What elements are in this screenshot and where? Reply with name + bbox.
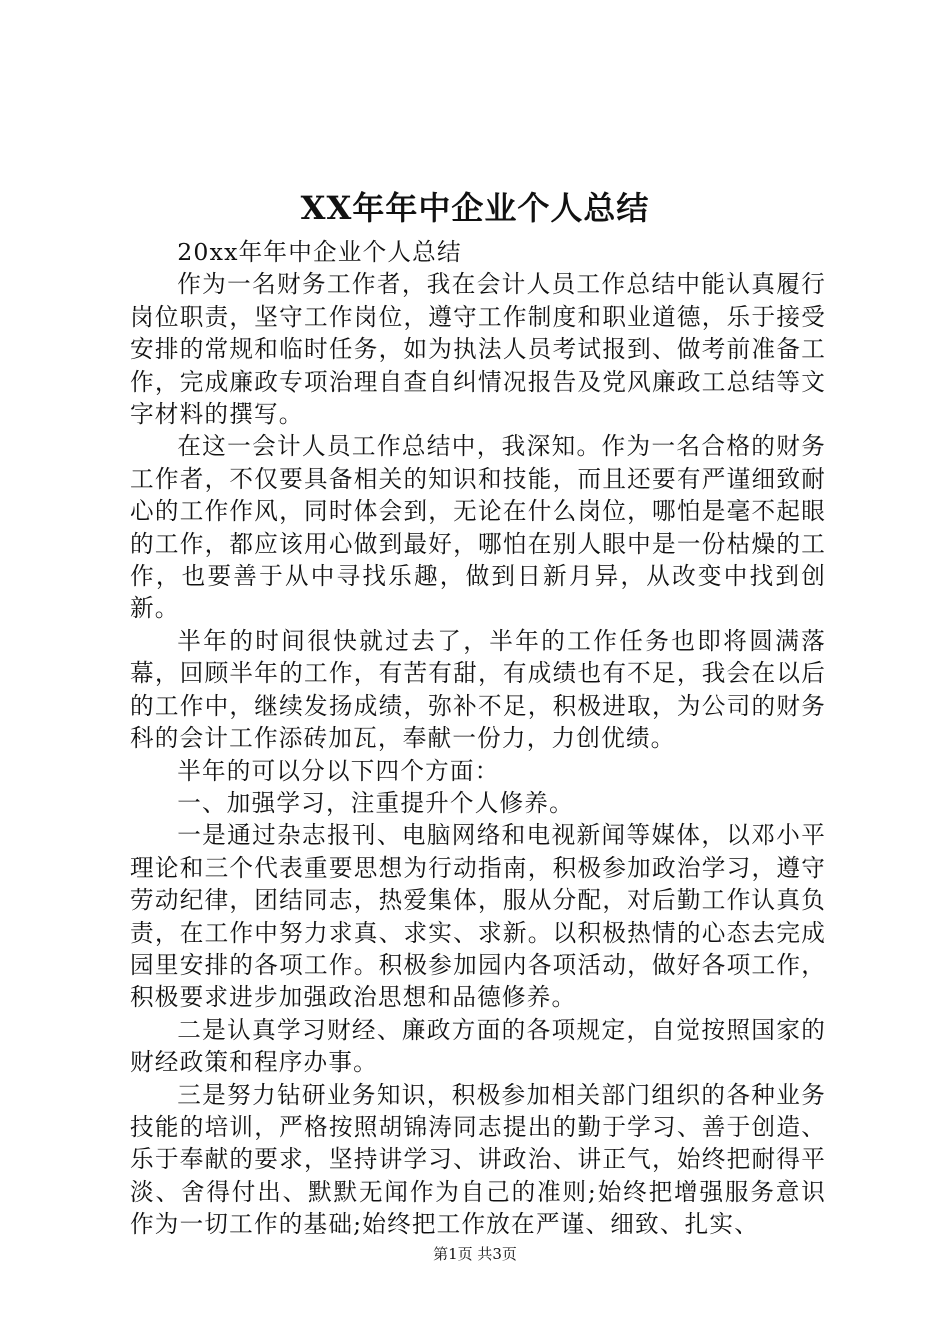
paragraph: 半年的时间很快就过去了，半年的工作任务也即将圆满落幕，回顾半年的工作，有苦有甜，有成绩也有不足，我会在以后的工作中，继续发扬成绩，弥补不足，积极进取，为公司的财务科的会计工作添砖加瓦，奉献一份力，力创优绩。 [130,626,826,753]
paragraph: 在这一会计人员工作总结中，我深知。作为一名合格的财务工作者，不仅要具备相关的知识和技能，而且还要有严谨细致耐心的工作作风，同时体会到，无论在什么岗位，哪怕是毫不起眼的工作，都应该用心做到最好，哪怕在别人眼中是一份枯燥的工作，也要善于从中寻找乐趣，做到日新月异，从改变中找到创新。 [130,432,826,623]
section-heading: 一、加强学习，注重提升个人修养。 [177,788,574,817]
page-number-footer: 第1页 共3页 [433,1245,517,1263]
document-title: XX年年中企业个人总结 [300,189,650,227]
paragraph-subtitle: 20xx年年中企业个人总结 [177,238,462,266]
paragraph: 二是认真学习财经、廉政方面的各项规定，自觉按照国家的财经政策和程序办事。 [130,1015,826,1077]
paragraph: 一是通过杂志报刊、电脑网络和电视新闻等媒体，以邓小平理论和三个代表重要思想为行动指南，积极参加政治学习，遵守劳动纪律，团结同志，热爱集体，服从分配，对后勤工作认真负责，在工作中努力求真、求实、求新。以积极热情的心态去完成园里安排的各项工作。积极参加园内各项活动，做好各项工作，积极要求进步加强政治思想和品德修养。 [130,821,826,1012]
document-body [130,236,826,1241]
paragraph: 半年的可以分以下四个方面： [177,756,500,785]
paragraph: 作为一名财务工作者，我在会计人员工作总结中能认真履行岗位职责，坚守工作岗位，遵守工作制度和职业道德，乐于接受安排的常规和临时任务，如为执法人员考试报到、做考前准备工作，完成廉政专项治理自查自纠情况报告及党风廉政工总结等文字材料的撰写。 [130,270,826,429]
paragraph: 三是努力钻研业务知识，积极参加相关部门组织的各种业务技能的培训，严格按照胡锦涛同志提出的勤于学习、善于创造、乐于奉献的要求，坚持讲学习、讲政治、讲正气，始终把耐得平淡、舍得付出、默默无闻作为自己的准则;始终把增强服务意识作为一切工作的基础;始终把工作放在严谨、细致、扎实、 [130,1080,826,1239]
